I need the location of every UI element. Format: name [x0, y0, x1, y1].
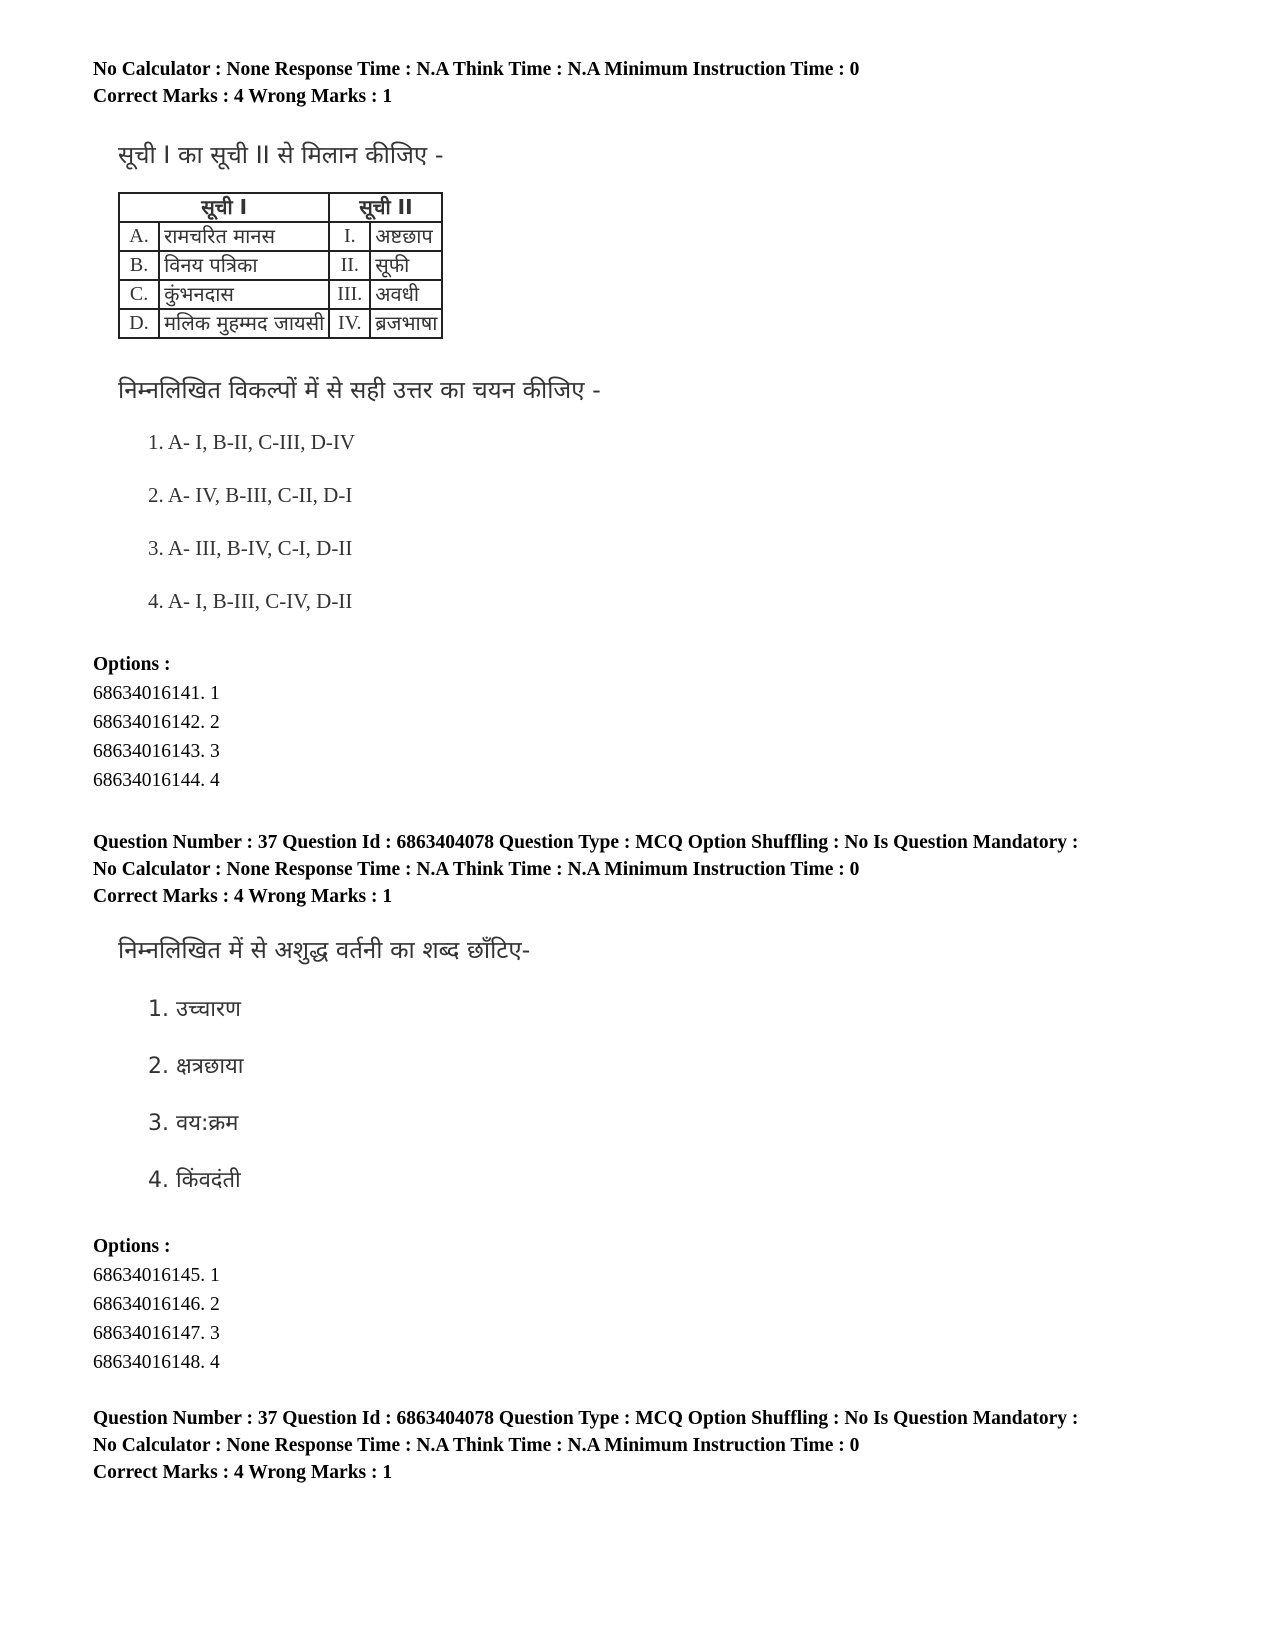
table-row [119, 222, 442, 251]
question-prompt: सूची I का सूची II से मिलान कीजिए - [118, 141, 444, 169]
answer-choice: 3. A- III, B-IV, C-I, D-II [148, 536, 353, 560]
options-label: Options : [93, 654, 171, 675]
row-match: ब्रजभाषा [370, 309, 442, 338]
option-item: 68634016144. 4 [93, 770, 220, 791]
option-item: 68634016143. 3 [93, 741, 220, 762]
answer-choice: 2. A- IV, B-III, C-II, D-I [148, 483, 353, 507]
question-2-content [118, 935, 531, 1193]
row-numeral: IV. [329, 309, 370, 338]
meta-line: No Calculator : None Response Time : N.A Think Time : N.A Minimum Instruction Time : 0 [93, 859, 860, 880]
row-numeral: II. [329, 251, 370, 280]
question-meta-3 [93, 1405, 1078, 1486]
table-row [119, 251, 442, 280]
match-table [118, 192, 443, 339]
answer-choice: 1. उच्चारण [148, 997, 241, 1022]
meta-line: Question Number : 37 Question Id : 6863404078 Question Type : MCQ Option Shuffling : No Is Question Mandatory : [93, 1408, 1079, 1429]
row-item: रामचरित मानस [159, 222, 329, 251]
question-meta-2 [93, 829, 1078, 910]
row-item: मलिक मुहम्मद जायसी [159, 309, 329, 338]
option-item: 68634016142. 2 [93, 712, 220, 733]
meta-line: Question Number : 37 Question Id : 6863404078 Question Type : MCQ Option Shuffling : No Is Question Mandatory : [93, 832, 1079, 853]
options-list-2 [93, 1232, 220, 1377]
option-item: 68634016145. 1 [93, 1265, 220, 1286]
row-match: सूफी [370, 251, 442, 280]
meta-line: No Calculator : None Response Time : N.A Think Time : N.A Minimum Instruction Time : 0 [93, 59, 860, 80]
row-numeral: I. [329, 222, 370, 251]
answer-choice: 4. A- I, B-III, C-IV, D-II [148, 589, 353, 613]
answer-choice: 2. क्षत्रछाया [148, 1054, 244, 1079]
question-meta-1 [93, 56, 859, 110]
answer-choice: 1. A- I, B-II, C-III, D-IV [148, 430, 356, 454]
question-instruction: निम्नलिखित विकल्पों में से सही उत्तर का चयन कीजिए - [118, 376, 601, 404]
meta-line: Correct Marks : 4 Wrong Marks : 1 [93, 86, 393, 107]
meta-line: Correct Marks : 4 Wrong Marks : 1 [93, 886, 393, 907]
meta-line: No Calculator : None Response Time : N.A Think Time : N.A Minimum Instruction Time : 0 [93, 1435, 860, 1456]
row-match: अष्टछाप [370, 222, 442, 251]
row-item: कुंभनदास [159, 280, 329, 309]
row-numeral: III. [329, 280, 370, 309]
option-item: 68634016148. 4 [93, 1352, 220, 1373]
option-item: 68634016141. 1 [93, 683, 220, 704]
option-item: 68634016147. 3 [93, 1323, 220, 1344]
row-item: विनय पत्रिका [159, 251, 329, 280]
table-row [119, 309, 442, 338]
meta-line: Correct Marks : 4 Wrong Marks : 1 [93, 1462, 393, 1483]
row-match: अवधी [370, 280, 442, 309]
row-letter: D. [119, 309, 159, 338]
row-letter: B. [119, 251, 159, 280]
row-letter: A. [119, 222, 159, 251]
options-label: Options : [93, 1236, 171, 1257]
question-prompt: निम्नलिखित में से अशुद्ध वर्तनी का शब्द छाँटिए- [118, 936, 531, 964]
answer-choice: 4. किंवदंती [148, 1168, 241, 1193]
table-header: सूची I [119, 193, 329, 222]
options-list-1 [93, 650, 220, 795]
option-item: 68634016146. 2 [93, 1294, 220, 1315]
row-letter: C. [119, 280, 159, 309]
question-1-content [118, 140, 601, 613]
table-header: सूची II [329, 193, 442, 222]
table-row [119, 280, 442, 309]
answer-choice: 3. वय:क्रम [148, 1111, 239, 1136]
